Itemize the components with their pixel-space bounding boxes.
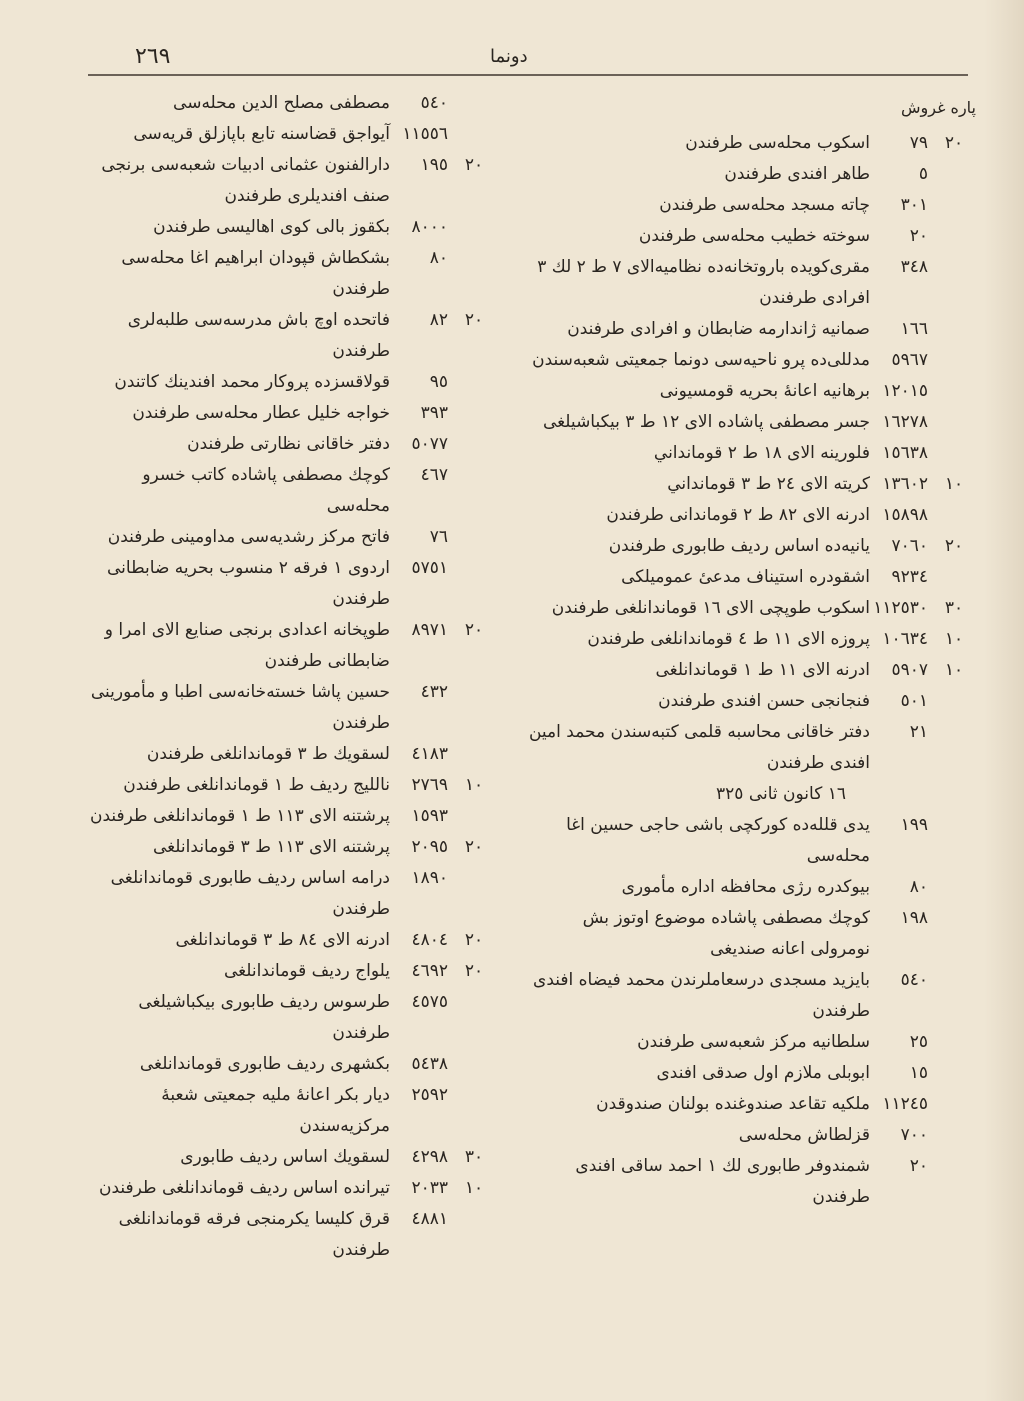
entry-para bbox=[932, 903, 976, 934]
donation-entry bbox=[526, 190, 976, 221]
entry-description: پرشتنه الای ١١٣ ط ٣ قوماندانلغی bbox=[152, 837, 390, 857]
entry-para bbox=[932, 190, 976, 221]
donation-entry bbox=[86, 553, 496, 615]
entry-para bbox=[932, 1151, 976, 1182]
entry-description: پرشتنه الای ١١٣ ط ١ قوماندانلغی طرفندن bbox=[89, 806, 390, 826]
entry-description: خواجه خليل عطار محله‌سی طرفندن bbox=[132, 403, 390, 423]
entry-gurus: ٨٢ bbox=[429, 310, 448, 330]
donation-entry bbox=[86, 243, 496, 305]
entry-para bbox=[932, 872, 976, 903]
donation-entry bbox=[86, 832, 496, 863]
donation-entry bbox=[86, 398, 496, 429]
donation-entry bbox=[86, 770, 496, 801]
entry-gurus: ٢٠٩٥ bbox=[411, 837, 448, 857]
entry-para bbox=[452, 243, 496, 274]
entry-gurus: ٥٤٣٨ bbox=[411, 1054, 448, 1074]
entry-description: برهانيه اعانهٔ بحريه قومسيونی bbox=[659, 381, 870, 401]
donation-entry bbox=[526, 376, 976, 407]
donation-entry bbox=[86, 305, 496, 367]
entry-description: اسكوب محله‌سی طرفندن bbox=[685, 133, 870, 153]
entry-gurus: ٤٨٨١ bbox=[411, 1209, 448, 1229]
donation-entry bbox=[526, 252, 976, 314]
donation-entry bbox=[526, 655, 976, 686]
entry-para bbox=[932, 1120, 976, 1151]
donation-entry bbox=[526, 717, 976, 779]
entry-description: حسين پاشا خسته‌خانه‌سی اطبا و مأمورينی طرفندن bbox=[90, 682, 390, 733]
entry-description: مدللی‌ده پرو ناحيه‌سی دونما جمعيتی شعبه‌سندن bbox=[532, 350, 870, 370]
entry-gurus: ٤٢٩٨ bbox=[411, 1147, 448, 1167]
entry-description: لسقويك اساس رديف طابوری bbox=[180, 1147, 390, 1167]
entry-description: بكقوز بالی كوی اهاليسی طرفندن bbox=[153, 217, 390, 237]
entry-gurus: ٢٧٦٩ bbox=[411, 775, 448, 795]
entry-description: طوپخانه اعدادی برنجی صنايع الای امرا و ضابطانی طرفندن bbox=[104, 620, 390, 671]
entry-gurus: ٩٢٣٤ bbox=[891, 567, 928, 587]
entry-description: صمانيه ژاندارمه ضابطان و افرادی طرفندن bbox=[567, 319, 870, 339]
donation-entry bbox=[86, 956, 496, 987]
entry-description: ادرنه الای ٨٤ ط ٣ قوماندانلغی bbox=[175, 930, 390, 950]
entry-para bbox=[932, 686, 976, 717]
donation-entry bbox=[526, 500, 976, 531]
entry-para: ٢٠ bbox=[944, 133, 964, 153]
entry-description: فاتحده اوچ باش مدرسه‌سی طلبه‌لری طرفندن bbox=[127, 310, 390, 361]
donation-entry bbox=[526, 1058, 976, 1089]
date-note: ١٦ كانون ثانی ٣٢٥ bbox=[716, 784, 846, 804]
entry-para bbox=[932, 810, 976, 841]
entry-gurus: ١٥٨٩٨ bbox=[882, 505, 928, 525]
entry-description: ادرنه الای ٨٢ ط ٢ قوماندانی طرفندن bbox=[606, 505, 870, 525]
entry-description: كريته الای ٢٤ ط ٣ قومانداني bbox=[667, 474, 870, 494]
entry-gurus: ٥٠٧٧ bbox=[411, 434, 448, 454]
entry-para bbox=[932, 1089, 976, 1120]
donation-entry bbox=[526, 407, 976, 438]
running-head: دونما bbox=[490, 46, 528, 67]
page-header bbox=[0, 44, 1024, 74]
entry-para: ٣٠ bbox=[464, 1147, 484, 1167]
entry-para bbox=[932, 438, 976, 469]
entry-description: فلورينه الای ١٨ ط ٢ قومانداني bbox=[653, 443, 870, 463]
entry-gurus: ١٩٨ bbox=[900, 908, 928, 928]
entry-description: طاهر افندی طرفندن bbox=[724, 164, 870, 184]
entry-para bbox=[932, 1058, 976, 1089]
left-column bbox=[86, 88, 496, 1266]
entry-description: بكشهری رديف طابوری قوماندانلغی bbox=[139, 1054, 390, 1074]
donation-entry bbox=[526, 1151, 976, 1213]
donation-entry bbox=[86, 88, 496, 119]
entry-gurus: ٣٠١ bbox=[900, 195, 928, 215]
entry-gurus: ١٥٩٣ bbox=[411, 806, 448, 826]
entry-para bbox=[452, 119, 496, 150]
entry-gurus: ٤٦٧ bbox=[420, 465, 448, 485]
entry-para: ٢٠ bbox=[464, 620, 484, 640]
donation-entry bbox=[86, 1173, 496, 1204]
entry-gurus: ٢٠ bbox=[909, 1156, 928, 1176]
entry-description: فنجانجی حسن افندی طرفندن bbox=[658, 691, 870, 711]
entry-para bbox=[452, 677, 496, 708]
entry-para: ١٠ bbox=[464, 775, 484, 795]
entry-para bbox=[932, 345, 976, 376]
entry-description: اردوی ١ فرقه ٢ منسوب بحريه ضابطانی طرفندن bbox=[107, 558, 390, 609]
donation-entry bbox=[86, 1204, 496, 1266]
entry-para bbox=[932, 314, 976, 345]
entry-para: ٣٠ bbox=[944, 598, 964, 618]
right-column bbox=[526, 128, 976, 1213]
entry-description: تيرانده اساس رديف قوماندانلغی طرفندن bbox=[98, 1178, 390, 1198]
entry-description: بيوكدره رژی محافظه اداره مأموری bbox=[621, 877, 870, 897]
page-edge-shading bbox=[984, 0, 1024, 1401]
donation-entry bbox=[86, 1142, 496, 1173]
entry-gurus: ٩٥ bbox=[429, 372, 448, 392]
entry-gurus: ١٦٦ bbox=[900, 319, 928, 339]
entry-gurus: ٢٠٣٣ bbox=[411, 1178, 448, 1198]
entry-gurus: ٥٤٠ bbox=[900, 970, 928, 990]
entry-gurus: ٥٠١ bbox=[900, 691, 928, 711]
entry-gurus: ١٥ bbox=[909, 1063, 928, 1083]
donation-entry bbox=[526, 128, 976, 159]
entry-para bbox=[452, 1204, 496, 1235]
donation-entry bbox=[526, 624, 976, 655]
entry-gurus: ٣٩٣ bbox=[420, 403, 448, 423]
entry-description: اسكوب طوپچی الای ١٦ قوماندانلغی طرفندن bbox=[551, 598, 870, 618]
entry-description: شمندوفر طابوری لك ١ احمد ساقی افندی طرفندن bbox=[575, 1156, 870, 1207]
entry-para bbox=[452, 739, 496, 770]
donation-entry bbox=[526, 965, 976, 1027]
donation-entry bbox=[526, 872, 976, 903]
entry-para bbox=[452, 460, 496, 491]
entry-gurus: ١٩٩ bbox=[900, 815, 928, 835]
entry-gurus: ٥٩٠٧ bbox=[891, 660, 928, 680]
entry-para bbox=[932, 221, 976, 252]
entry-description: قزلطاش محله‌سی bbox=[738, 1125, 870, 1145]
entry-gurus: ٧٠٠ bbox=[900, 1125, 928, 1145]
entry-gurus: ٤٣٢ bbox=[420, 682, 448, 702]
donation-entry bbox=[526, 562, 976, 593]
entry-para: ١٠ bbox=[464, 1178, 484, 1198]
entry-para: ١٠ bbox=[944, 629, 964, 649]
entry-description: لسقويك ط ٣ قوماندانلغی طرفندن bbox=[146, 744, 390, 764]
entry-description: چاته مسجد محله‌سی طرفندن bbox=[659, 195, 870, 215]
entry-gurus: ٢٥ bbox=[909, 1032, 928, 1052]
entry-gurus: ٨٠ bbox=[429, 248, 448, 268]
donation-entry bbox=[526, 593, 976, 624]
entry-description: بشكطاش قپودان ابراهيم اغا محله‌سی طرفندن bbox=[121, 248, 390, 299]
entry-para bbox=[452, 212, 496, 243]
entry-para bbox=[932, 965, 976, 996]
entry-gurus: ٧٠٦٠ bbox=[891, 536, 928, 556]
donation-entry bbox=[526, 810, 976, 872]
entry-description: نالليج رديف ط ١ قوماندانلغی طرفندن bbox=[123, 775, 390, 795]
entry-gurus: ٢١ bbox=[909, 722, 928, 742]
donation-entry bbox=[86, 429, 496, 460]
entry-description: آيواجق قضاسنه تابع باپازلق قريه‌سی bbox=[133, 124, 390, 144]
entry-gurus: ٣٤٨ bbox=[900, 257, 928, 277]
entry-description: ديار بكر اعانهٔ مليه جمعيتی شعبهٔ مركزيه‌سندن bbox=[161, 1085, 390, 1136]
entry-description: سلطانيه مركز شعبه‌سی طرفندن bbox=[637, 1032, 870, 1052]
donation-entry bbox=[526, 469, 976, 500]
entry-description: قولاقسزده پروكار محمد افندينك كاتندن bbox=[114, 372, 390, 392]
entry-description: پروزه الای ١١ ط ٤ قوماندانلغی طرفندن bbox=[587, 629, 870, 649]
entry-description: قرق كليسا يكرمنجی فرقه قوماندانلغی طرفندن bbox=[118, 1209, 390, 1260]
entry-description: ابوبلی ملازم اول صدقی افندی bbox=[656, 1063, 870, 1083]
entry-para bbox=[932, 159, 976, 190]
donation-entry bbox=[86, 150, 496, 212]
entry-para bbox=[452, 1049, 496, 1080]
entry-gurus: ٤١٨٣ bbox=[411, 744, 448, 764]
donation-entry bbox=[86, 460, 496, 522]
donation-entry bbox=[526, 159, 976, 190]
entry-para bbox=[452, 429, 496, 460]
donation-entry bbox=[526, 1120, 976, 1151]
entry-gurus: ٥ bbox=[918, 164, 928, 184]
donation-entry bbox=[86, 1080, 496, 1142]
donation-entry bbox=[86, 677, 496, 739]
entry-gurus: ١٠٦٣٤ bbox=[882, 629, 928, 649]
entry-description: طرسوس رديف طابوری بيكباشيلغی طرفندن bbox=[138, 992, 390, 1043]
entry-gurus: ٢٠ bbox=[909, 226, 928, 246]
entry-para bbox=[932, 1027, 976, 1058]
entry-gurus: ٢٥٩٢ bbox=[411, 1085, 448, 1105]
donation-entry bbox=[526, 903, 976, 965]
donation-entry bbox=[86, 119, 496, 150]
donation-entry bbox=[86, 987, 496, 1049]
entry-gurus: ٨٩٧١ bbox=[411, 620, 448, 640]
entry-gurus: ٤٥٧٥ bbox=[411, 992, 448, 1012]
entry-gurus: ١٨٩٠ bbox=[411, 868, 448, 888]
donation-entry bbox=[86, 739, 496, 770]
entry-para: ٢٠ bbox=[464, 310, 484, 330]
entry-description: كوچك مصطفی پاشاده كاتب خسرو محله‌سی bbox=[142, 465, 390, 516]
entry-para bbox=[932, 717, 976, 748]
donation-entry bbox=[86, 522, 496, 553]
donation-entry bbox=[86, 367, 496, 398]
entry-description: كوچك مصطفی پاشاده موضوع اوتوز بش نومرولی اعانه صندیغی bbox=[582, 908, 870, 959]
entry-para: ١٠ bbox=[944, 660, 964, 680]
donation-entry bbox=[526, 531, 976, 562]
entry-description: جسر مصطفی پاشاده الای ١٢ ط ٣ بيكباشيلغی bbox=[542, 412, 870, 432]
entry-gurus: ١٢٠١٥ bbox=[882, 381, 928, 401]
entry-para bbox=[932, 407, 976, 438]
entry-description: سوخته خطيب محله‌سی طرفندن bbox=[638, 226, 870, 246]
donation-entry bbox=[526, 345, 976, 376]
entry-gurus: ٧٩ bbox=[909, 133, 928, 153]
entry-gurus: ٥٤٠ bbox=[420, 93, 448, 113]
entry-para bbox=[932, 500, 976, 531]
entry-gurus: ٤٦٩٢ bbox=[411, 961, 448, 981]
entry-gurus: ١٦٢٧٨ bbox=[882, 412, 928, 432]
donation-entry bbox=[526, 314, 976, 345]
entry-gurus: ٨٠٠٠ bbox=[411, 217, 448, 237]
entry-para bbox=[452, 553, 496, 584]
entry-para: ٢٠ bbox=[464, 837, 484, 857]
donation-entry bbox=[86, 801, 496, 832]
entry-para: ٢٠ bbox=[944, 536, 964, 556]
entry-description: فاتح مركز رشديه‌سی مداومينی طرفندن bbox=[107, 527, 390, 547]
entry-description: مقری‌كويده باروتخانه‌ده نظاميه‌الای ٧ ط ٢ لك ٣ افرادی طرفندن bbox=[537, 257, 870, 308]
donation-entry bbox=[526, 1027, 976, 1058]
entry-gurus: ١٥٦٣٨ bbox=[882, 443, 928, 463]
entry-para: ١٠ bbox=[944, 474, 964, 494]
donation-entry bbox=[86, 615, 496, 677]
donation-entry bbox=[526, 438, 976, 469]
entry-para bbox=[932, 376, 976, 407]
entry-description: بايزيد مسجدی درسعاملرندن محمد فيضاه افندی طرفندن bbox=[533, 970, 870, 1021]
page-number: ٢٦٩ bbox=[135, 44, 171, 69]
entry-para bbox=[452, 88, 496, 119]
entry-description: ملكيه تقاعد صندوغنده بولنان صندوقدن bbox=[596, 1094, 870, 1114]
donation-entry bbox=[86, 212, 496, 243]
entry-gurus: ٧٦ bbox=[429, 527, 448, 547]
entry-para bbox=[932, 252, 976, 283]
entry-gurus: ١٣٦٠٢ bbox=[882, 474, 928, 494]
entry-description: دفتر خاقانی محاسبه قلمی كتبه‌سندن محمد امين افندی طرفندن bbox=[528, 722, 870, 773]
entry-gurus: ١١٥٥٦ bbox=[402, 124, 448, 144]
entry-description: يلواج رديف قوماندانلغی bbox=[223, 961, 390, 981]
entry-para bbox=[452, 522, 496, 553]
entry-gurus: ٥٧٥١ bbox=[411, 558, 448, 578]
column-header: پاره غروش bbox=[901, 98, 976, 117]
entry-description: اشقودره استيناف مدعیٔ عموميلكی bbox=[621, 567, 870, 587]
donation-entry bbox=[526, 686, 976, 717]
entry-description: مصطفی مصلح الدين محله‌سی bbox=[173, 93, 390, 113]
entry-gurus: ٨٠ bbox=[909, 877, 928, 897]
entry-description: يدی قلله‌ده كوركچی باشی حاجی حسين اغا محله‌سی bbox=[566, 815, 870, 866]
entry-gurus: ١١٢٤٥ bbox=[882, 1094, 928, 1114]
entry-para bbox=[452, 863, 496, 894]
donation-entry bbox=[86, 863, 496, 925]
entry-gurus: ١٩٥ bbox=[420, 155, 448, 175]
entry-gurus: ١١٢٥٣٠ bbox=[873, 598, 928, 618]
entry-para bbox=[452, 1080, 496, 1111]
entry-gurus: ٥٩٦٧ bbox=[891, 350, 928, 370]
entry-description: يانيه‌ده اساس رديف طابوری طرفندن bbox=[608, 536, 870, 556]
entry-para: ٢٠ bbox=[464, 961, 484, 981]
entry-para: ٢٠ bbox=[464, 155, 484, 175]
header-rule bbox=[88, 74, 968, 76]
entry-para bbox=[452, 801, 496, 832]
entry-para bbox=[932, 562, 976, 593]
donation-entry bbox=[86, 1049, 496, 1080]
entry-description: درامه اساس رديف طابوری قوماندانلغی طرفندن bbox=[110, 868, 390, 919]
donation-entry bbox=[526, 1089, 976, 1120]
entry-para bbox=[452, 987, 496, 1018]
entry-description: دفتر خاقانی نظارتی طرفندن bbox=[187, 434, 390, 454]
donation-entry bbox=[526, 221, 976, 252]
entry-gurus: ٤٨٠٤ bbox=[411, 930, 448, 950]
entry-description: ادرنه الای ١١ ط ١ قوماندانلغی bbox=[655, 660, 870, 680]
entry-para: ٢٠ bbox=[464, 930, 484, 950]
entry-para bbox=[452, 398, 496, 429]
entry-para bbox=[452, 367, 496, 398]
donation-entry bbox=[86, 925, 496, 956]
entry-description: دارالفنون عثمانی ادبيات شعبه‌سی برنجی صنف افنديلری طرفندن bbox=[101, 155, 390, 206]
